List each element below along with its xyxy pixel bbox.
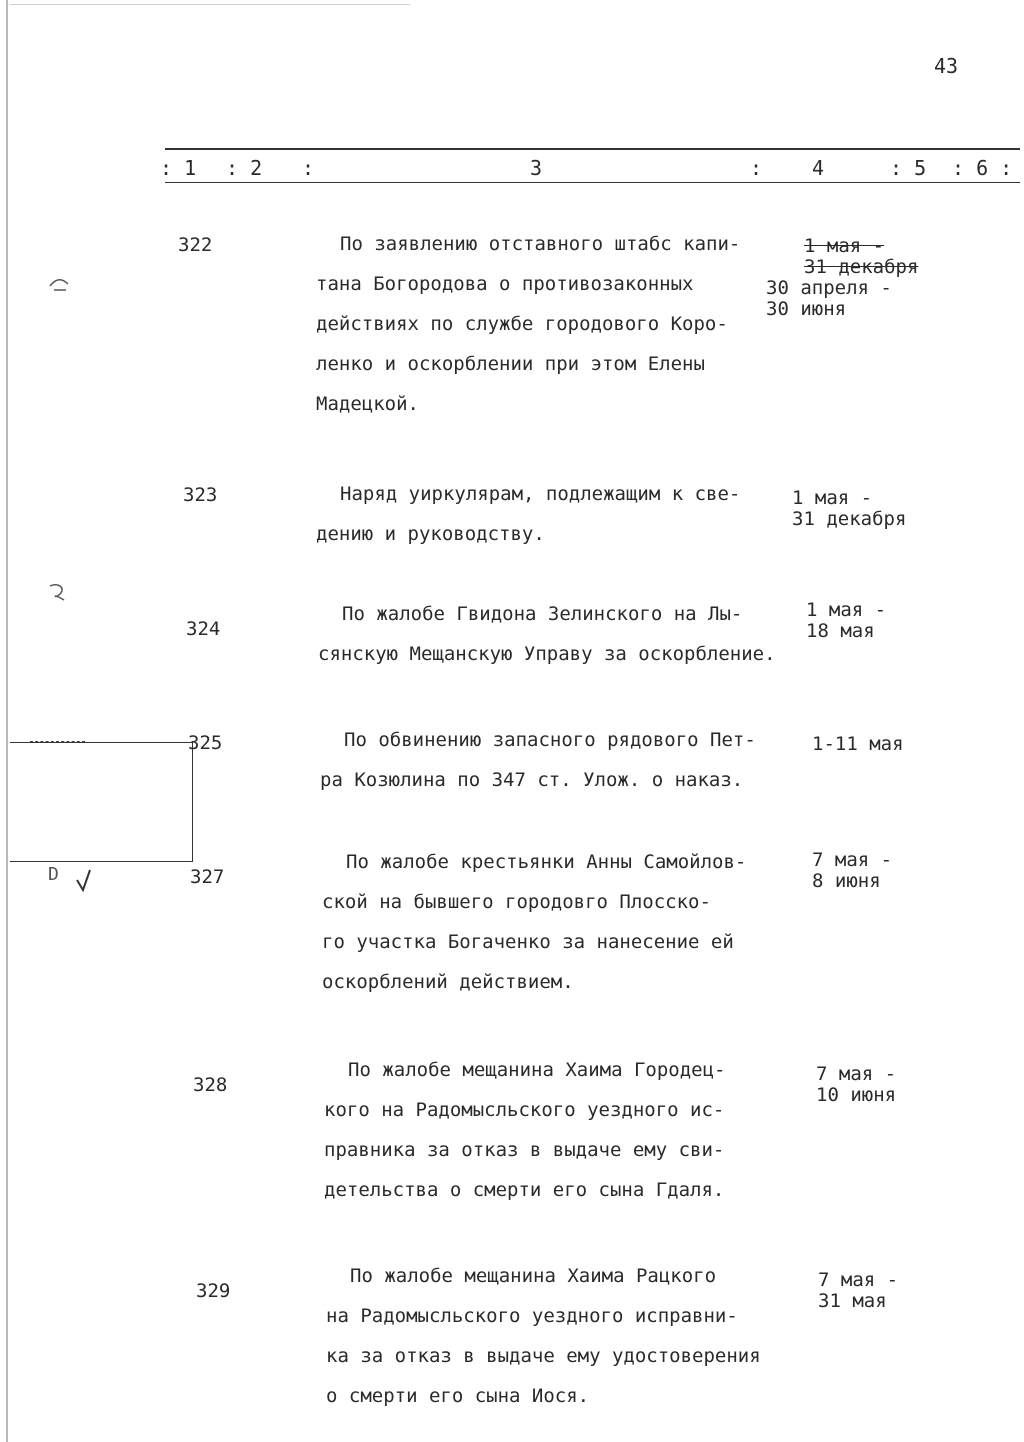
date-line: 18 мая	[806, 620, 875, 642]
date-line: 30 июня	[766, 298, 847, 320]
header-rule-top	[165, 148, 1020, 150]
entry-number: 328	[193, 1074, 228, 1096]
column-header-1: : 1	[160, 156, 197, 180]
entry-dates	[812, 850, 892, 892]
margin-stamp-box	[10, 742, 193, 862]
page-edge-top	[10, 4, 410, 5]
entry-number: 322	[178, 234, 213, 256]
entry-description	[316, 224, 740, 424]
date-line-struck: 31 декабря	[804, 256, 919, 278]
entry-dates	[806, 600, 886, 642]
column-header-3: 3	[530, 156, 543, 180]
date-line: 31 мая	[818, 1290, 887, 1312]
column-header-5: : 5	[890, 156, 927, 180]
column-header-row	[160, 156, 1020, 180]
entry-dates	[812, 734, 904, 755]
description-line: ра Козюлина по 347 ст. Улож. о наказ.	[320, 769, 744, 791]
description-line: По жалобе Гвидона Зелинского на Лы-	[342, 603, 743, 625]
checkmark-icon	[74, 868, 94, 894]
entry-description	[324, 1050, 726, 1210]
date-line: 1 мая -	[792, 487, 873, 509]
entry-description	[320, 720, 756, 800]
margin-handwritten-letter: D	[48, 864, 59, 885]
entry-number: 324	[186, 618, 221, 640]
entry-number: 325	[188, 732, 223, 754]
date-line: 31 декабря	[792, 508, 907, 530]
description-line: Мадецкой.	[316, 393, 419, 415]
description-line: о смерти его сына Иося.	[326, 1385, 590, 1407]
page-edge-left	[6, 0, 8, 1442]
description-line: кого на Радомысльского уездного ис-	[324, 1099, 725, 1121]
date-line: 8 июня	[812, 870, 881, 892]
description-line: оскорблений действием.	[322, 971, 574, 993]
description-line: детельства о смерти его сына Гдаля.	[324, 1179, 725, 1201]
entry-number: 323	[183, 484, 218, 506]
description-line: Наряд уиркулярам, подлежащим к све-	[340, 483, 741, 505]
entry-dates	[792, 488, 906, 530]
date-line: 10 июня	[816, 1084, 897, 1106]
entry-description	[318, 594, 776, 674]
margin-scribble-icon	[46, 580, 72, 606]
entry-dates	[816, 1064, 896, 1106]
date-line: 7 мая -	[812, 849, 893, 871]
entry-dates	[818, 1270, 898, 1312]
date-line: 1-11 мая	[812, 733, 904, 755]
description-line: го участка Богаченко за нанесение ей	[322, 931, 734, 953]
date-line: 1 мая -	[806, 599, 887, 621]
description-line: ской на бывшего городовго Плосско-	[322, 891, 711, 913]
description-line: правника за отказ в выдаче ему сви-	[324, 1139, 725, 1161]
margin-scribble-icon	[48, 276, 72, 296]
description-line: По обвинению запасного рядового Пет-	[344, 729, 756, 751]
column-header-4: 4	[812, 156, 825, 180]
description-line: тана Богородова о противозаконных	[316, 273, 694, 295]
description-line: По жалобе мещанина Хаима Городец-	[348, 1059, 726, 1081]
entry-description	[322, 842, 746, 1002]
description-line: По жалобе крестьянки Анны Самойлов-	[346, 851, 747, 873]
description-line: действиях по службе городового Коро-	[316, 313, 728, 335]
column-separator: :	[302, 156, 315, 180]
entry-description	[326, 1256, 761, 1416]
description-line: По жалобе мещанина Хаима Рацкого	[350, 1265, 717, 1287]
date-line-struck: 1 мая -	[804, 235, 885, 257]
entry-number: 327	[190, 866, 225, 888]
entry-number: 329	[196, 1280, 231, 1302]
column-separator: :	[750, 156, 763, 180]
entry-dates	[766, 236, 918, 320]
date-line: 7 мая -	[818, 1269, 899, 1291]
description-line: сянскую Мещанскую Управу за оскорбление.	[318, 643, 776, 665]
description-line: на Радомысльского уездного исправни-	[326, 1305, 738, 1327]
description-line: ленко и оскорблении при этом Елены	[316, 353, 705, 375]
column-header-2: : 2	[226, 156, 263, 180]
page-number: 43	[934, 54, 959, 78]
description-line: По заявлению отставного штабс капи-	[340, 233, 741, 255]
column-header-6: : 6 :	[952, 156, 1013, 180]
entry-description	[316, 474, 740, 554]
date-line: 7 мая -	[816, 1063, 897, 1085]
date-line: 30 апреля -	[766, 277, 892, 299]
description-line: дению и руководству.	[316, 523, 545, 545]
header-rule-bottom	[165, 182, 1020, 183]
description-line: ка за отказ в выдаче ему удостоверения	[326, 1345, 761, 1367]
